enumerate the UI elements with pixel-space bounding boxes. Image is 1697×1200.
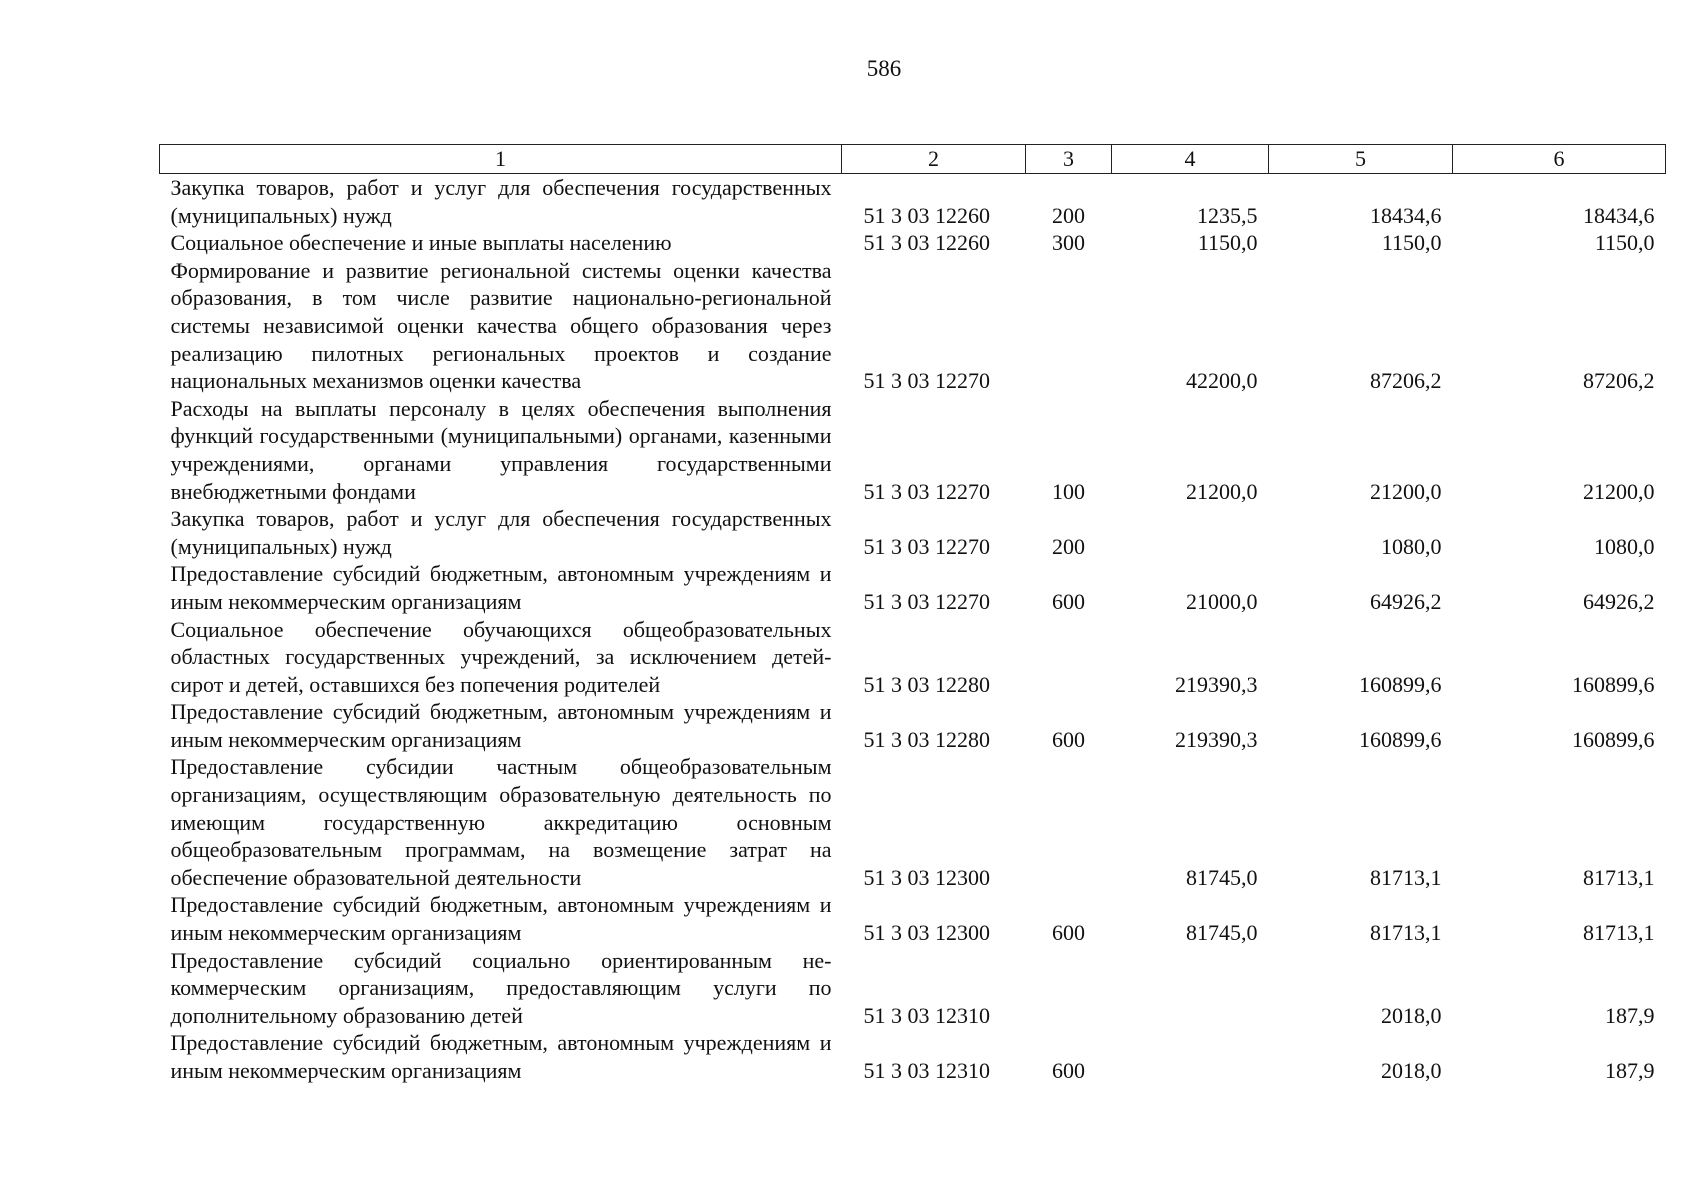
expense-description: Предоставление субсидий бюджетным, автономным учреждениям и иным некоммерческим организациям bbox=[170, 561, 832, 614]
value-column-4: 21200,0 bbox=[1186, 478, 1258, 504]
expense-description: Предоставление субсидий бюджетным, автономным учреждениям и иным некоммерческим организациям bbox=[170, 892, 832, 946]
value-column-5: 2018,0 bbox=[1381, 1002, 1442, 1028]
value-column-6: 1150,0 bbox=[1594, 230, 1655, 256]
value-column-5: 21200,0 bbox=[1370, 478, 1442, 504]
value-column-6: 81713,1 bbox=[1583, 920, 1655, 946]
value-column-6: 64926,2 bbox=[1583, 588, 1655, 614]
table-row bbox=[160, 257, 1666, 395]
table-row bbox=[160, 616, 1666, 699]
budget-code: 51 3 03 12310 bbox=[863, 1058, 990, 1083]
budget-code: 51 3 03 12270 bbox=[863, 588, 990, 614]
column-header-2: 2 bbox=[842, 145, 1026, 174]
value-column-4 bbox=[1112, 1029, 1269, 1084]
value-column-5: 81713,1 bbox=[1370, 920, 1442, 946]
table-row bbox=[160, 947, 1666, 1030]
value-column-5: 18434,6 bbox=[1370, 202, 1442, 228]
budget-code: 51 3 03 12270 bbox=[863, 478, 990, 504]
expense-type: 300 bbox=[1052, 230, 1085, 256]
column-header-5: 5 bbox=[1269, 145, 1453, 174]
value-column-4 bbox=[1112, 947, 1269, 1030]
expense-type: 600 bbox=[1052, 588, 1085, 614]
value-column-5: 1080,0 bbox=[1381, 533, 1442, 559]
table-row bbox=[160, 1029, 1666, 1084]
table-header bbox=[160, 145, 1666, 174]
value-column-5: 160899,6 bbox=[1359, 671, 1442, 697]
expense-type: 200 bbox=[1052, 533, 1085, 559]
budget-code: 51 3 03 12310 bbox=[863, 1002, 990, 1028]
expense-description: Формирование и развитие региональной системы оценки качества образования, в том числе развитие национально-региональной системы независимой оценки качества общего образования через реализацию пилотных региональных проектов и создание национальных механизмов оценки качества bbox=[170, 257, 832, 394]
header-row bbox=[160, 145, 1666, 174]
expense-description: Предоставление субсидий бюджетным, автономным учреждениям и иным некоммерческим организациям bbox=[170, 1030, 832, 1083]
expense-description: Закупка товаров, работ и услуг для обеспечения государственных (муниципальных) нужд bbox=[170, 175, 832, 228]
budget-code: 51 3 03 12260 bbox=[863, 202, 990, 228]
table-row bbox=[160, 891, 1666, 946]
value-column-4: 42200,0 bbox=[1186, 368, 1258, 394]
column-header-4: 4 bbox=[1112, 145, 1269, 174]
expense-type: 200 bbox=[1052, 202, 1085, 228]
value-column-4: 219390,3 bbox=[1175, 726, 1258, 752]
table-row bbox=[160, 174, 1666, 230]
expense-type bbox=[1026, 616, 1112, 699]
budget-code: 51 3 03 12280 bbox=[863, 726, 990, 752]
budget-code: 51 3 03 12270 bbox=[863, 533, 990, 559]
value-column-4: 1150,0 bbox=[1197, 230, 1258, 256]
budget-code: 51 3 03 12300 bbox=[863, 920, 990, 946]
budget-code: 51 3 03 12300 bbox=[863, 864, 990, 890]
value-column-6: 81713,1 bbox=[1583, 864, 1655, 890]
expense-description: Социальное обеспечение обучающихся общеобразовательных областных государственных учреждений, за исключением детей-сирот и детей, оставшихся без попечения родителей bbox=[170, 616, 832, 697]
value-column-5: 160899,6 bbox=[1359, 726, 1442, 752]
value-column-6: 187,9 bbox=[1605, 1002, 1655, 1028]
column-header-6: 6 bbox=[1453, 145, 1666, 174]
expense-type bbox=[1026, 753, 1112, 891]
table-row bbox=[160, 229, 1666, 257]
budget-code: 51 3 03 12280 bbox=[863, 671, 990, 697]
table-row bbox=[160, 505, 1666, 560]
table-body bbox=[160, 174, 1666, 1085]
value-column-6: 187,9 bbox=[1605, 1058, 1655, 1083]
value-column-6: 21200,0 bbox=[1583, 478, 1655, 504]
value-column-5: 64926,2 bbox=[1370, 588, 1442, 614]
value-column-5: 87206,2 bbox=[1370, 368, 1442, 394]
expense-description: Социальное обеспечение и иные выплаты населению bbox=[170, 230, 672, 256]
value-column-4: 81745,0 bbox=[1186, 920, 1258, 946]
table-row bbox=[160, 753, 1666, 891]
budget-table bbox=[159, 144, 1666, 1085]
expense-type: 600 bbox=[1052, 1058, 1085, 1083]
budget-code: 51 3 03 12270 bbox=[863, 368, 990, 394]
table-row bbox=[160, 395, 1666, 505]
budget-code: 51 3 03 12260 bbox=[863, 230, 990, 256]
table-row bbox=[160, 560, 1666, 615]
value-column-5: 2018,0 bbox=[1381, 1058, 1442, 1083]
value-column-4: 81745,0 bbox=[1186, 864, 1258, 890]
value-column-6: 18434,6 bbox=[1583, 202, 1655, 228]
value-column-6: 160899,6 bbox=[1572, 726, 1655, 752]
expense-description: Предоставление субсидий бюджетным, автономным учреждениям и иным некоммерческим организациям bbox=[170, 699, 832, 752]
expense-type: 600 bbox=[1052, 726, 1085, 752]
column-header-1: 1 bbox=[160, 145, 842, 174]
value-column-4: 219390,3 bbox=[1175, 671, 1258, 697]
expense-type: 100 bbox=[1052, 478, 1085, 504]
expense-description: Предоставление субсидии частным общеобразовательным организациям, осуществляющим образовательную деятельность по имеющим государственную аккредитацию основным общеобразовательным программам, на возмещение затрат на обеспечение образовательной деятельности bbox=[170, 754, 832, 890]
expense-type: 600 bbox=[1052, 920, 1085, 946]
value-column-5: 1150,0 bbox=[1381, 230, 1442, 256]
expense-description: Предоставление субсидий социально ориентированным некоммерческим организациям, предоставляющим услуги по дополнительному образованию детей bbox=[170, 947, 832, 1028]
value-column-4: 1235,5 bbox=[1197, 202, 1258, 228]
value-column-5: 81713,1 bbox=[1370, 864, 1442, 890]
expense-description: Расходы на выплаты персоналу в целях обеспечения выполнения функций государственными (муниципальными) органами, казенными учреждениями, органами управления государственными внебюджетными фондами bbox=[170, 395, 832, 504]
value-column-4 bbox=[1112, 505, 1269, 560]
value-column-4: 21000,0 bbox=[1186, 588, 1258, 614]
expense-type bbox=[1026, 257, 1112, 395]
expense-type bbox=[1026, 947, 1112, 1030]
value-column-6: 87206,2 bbox=[1583, 368, 1655, 394]
page-number: 586 bbox=[866, 56, 902, 81]
table-row bbox=[160, 698, 1666, 753]
value-column-6: 160899,6 bbox=[1572, 671, 1655, 697]
expense-description: Закупка товаров, работ и услуг для обеспечения государственных (муниципальных) нужд bbox=[170, 506, 832, 559]
value-column-6: 1080,0 bbox=[1594, 533, 1655, 559]
column-header-3: 3 bbox=[1026, 145, 1112, 174]
